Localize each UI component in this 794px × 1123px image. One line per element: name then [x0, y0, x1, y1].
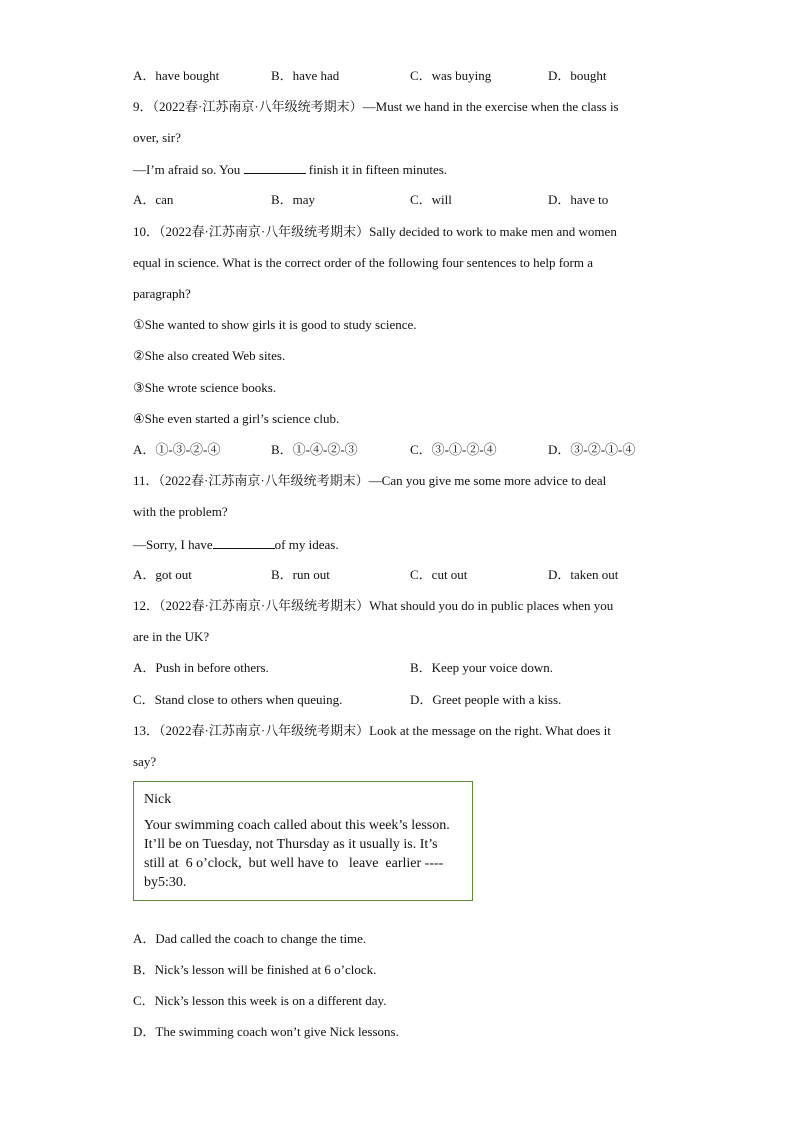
- q10-stem-line2: equal in science. What is the correct order of the following four sentences to help form a: [133, 255, 594, 270]
- q11-stem-line3: [133, 536, 339, 553]
- q10-sentence-4: ④She even started a girl’s science club.: [133, 411, 340, 426]
- q9-blank: [244, 161, 306, 174]
- message-line-3: still at 6 o’clock, but well have to leave earlier ----: [144, 856, 444, 871]
- q11-option-d: D．taken out: [548, 567, 619, 582]
- q9-text-post: finish it in fifteen minutes.: [308, 162, 448, 177]
- q12-option-a: A．Push in before others.: [133, 660, 269, 675]
- q11-text-pre: —Sorry, I have: [133, 537, 213, 552]
- q12-option-c: C．Stand close to others when queuing.: [133, 692, 343, 707]
- q13-stem-line2: say?: [133, 754, 157, 769]
- q8-option-a: A．have bought: [133, 68, 220, 83]
- message-line-2: It’ll be on Tuesday, not Thursday as it usually is. It’s: [144, 837, 438, 852]
- q10-sentence-3: ③She wrote science books.: [133, 380, 277, 395]
- q11-text-post: of my ideas.: [274, 537, 339, 552]
- q10-option-c: C．③-①-②-④: [410, 442, 497, 457]
- q10-stem-line1: 10．（2022春·江苏南京·八年级统考期末）Sally decided to work to make men and women: [133, 224, 617, 239]
- message-line-4: by5:30.: [144, 875, 187, 890]
- q9-stem-line2: over, sir?: [133, 130, 181, 145]
- q11-stem-line1: 11．（2022春·江苏南京·八年级统考期末）—Can you give me some more advice to deal: [133, 473, 607, 488]
- q9-option-a: A．can: [133, 192, 174, 207]
- q11-options: [133, 567, 693, 583]
- q8-option-c: C．was buying: [410, 68, 492, 83]
- q12-stem-line1: 12．（2022春·江苏南京·八年级统考期末）What should you do in public places when you: [133, 598, 614, 613]
- q10-option-a: A．①-③-②-④: [133, 442, 221, 457]
- q9-options: [133, 192, 693, 208]
- q13-option-d: D．The swimming coach won’t give Nick lessons.: [133, 1024, 399, 1039]
- q9-option-c: C．will: [410, 192, 452, 207]
- q8-option-d: D．bought: [548, 68, 607, 83]
- q13-stem-line1: 13．（2022春·江苏南京·八年级统考期末）Look at the message on the right. What does it: [133, 723, 611, 738]
- q11-option-b: B．run out: [271, 567, 330, 582]
- q12-option-d: D．Greet people with a kiss.: [410, 692, 562, 707]
- q13-option-a: A．Dad called the coach to change the time.: [133, 931, 367, 946]
- q10-option-d: D．③-②-①-④: [548, 442, 636, 457]
- q12-option-b: B．Keep your voice down.: [410, 660, 553, 675]
- q13-option-c: C．Nick’s lesson this week is on a different day.: [133, 993, 387, 1008]
- q10-stem-line3: paragraph?: [133, 286, 191, 301]
- q9-stem-line1: 9．（2022春·江苏南京·八年级统考期末）—Must we hand in the exercise when the class is: [133, 99, 619, 114]
- message-recipient: Nick: [144, 792, 172, 807]
- message-line-1: Your swimming coach called about this week’s lesson.: [144, 818, 450, 833]
- q12-stem-line2: are in the UK?: [133, 629, 210, 644]
- q12-options-row1: [133, 660, 693, 676]
- q9-stem-line3: [133, 161, 447, 178]
- q11-blank: [213, 536, 275, 549]
- q8-option-b: B．have had: [271, 68, 340, 83]
- q10-option-b: B．①-④-②-③: [271, 442, 358, 457]
- q8-options: [133, 68, 693, 84]
- q9-option-d: D．have to: [548, 192, 609, 207]
- q12-options-row2: [133, 692, 693, 708]
- message-box: [133, 781, 473, 901]
- q10-sentence-1: ①She wanted to show girls it is good to study science.: [133, 317, 417, 332]
- q11-option-a: A．got out: [133, 567, 192, 582]
- q10-options: [133, 442, 693, 458]
- q13-option-b: B．Nick’s lesson will be finished at 6 o’clock.: [133, 962, 377, 977]
- q9-option-b: B．may: [271, 192, 316, 207]
- q10-sentence-2: ②She also created Web sites.: [133, 348, 286, 363]
- q11-stem-line2: with the problem?: [133, 504, 228, 519]
- q11-option-c: C．cut out: [410, 567, 468, 582]
- q9-text-pre: —I’m afraid so. You: [133, 162, 241, 177]
